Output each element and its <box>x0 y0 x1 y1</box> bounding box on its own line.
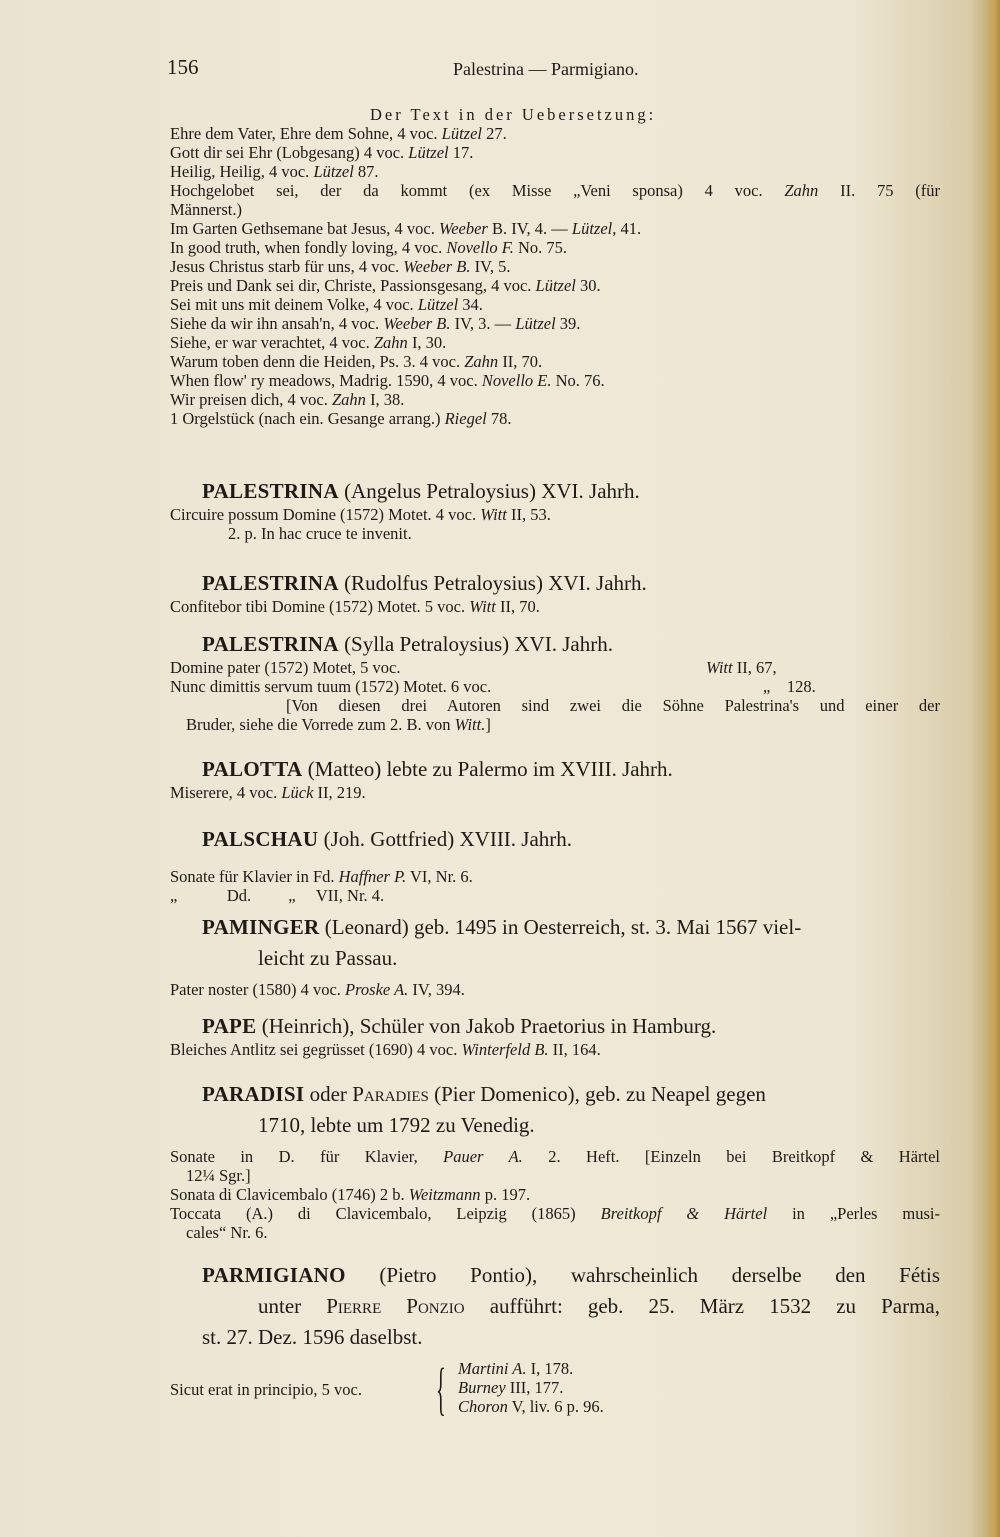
list-item: Martini A. I, 178. <box>458 1359 574 1378</box>
list-item: Sicut erat in principio, 5 voc. <box>170 1380 362 1399</box>
entry-pape <box>170 1013 940 1059</box>
list-item: Sonate in D. für Klavier, Pauer A. 2. Heft. [Einzeln bei Breitkopf & Härtel <box>170 1147 941 1166</box>
entry-parmigiano <box>170 1262 940 1419</box>
list-item: Im Garten Gethsemane bat Jesus, 4 voc. Weeber B. IV, 4. — Lützel, 41. <box>170 219 642 238</box>
running-head: Palestrina — Parmigiano. <box>453 59 639 79</box>
entry-heading-cont: unter Pierre Ponzio aufführt: geb. 25. März 1532 zu Parma, <box>258 1294 941 1318</box>
entry-heading-cont: 1710, lebte um 1792 zu Venedig. <box>258 1113 535 1137</box>
entry-heading: PARADISI oder Paradies (Pier Domenico), geb. zu Neapel gegen <box>202 1082 766 1106</box>
list-item: Sonate für Klavier in Fd. Haffner P. VI, Nr. 6. <box>170 867 473 886</box>
entry-heading: PALESTRINA (Rudolfus Petraloysius) XVI. Jahrh. <box>202 571 647 595</box>
list-item: Siehe da wir ihn ansah'n, 4 voc. Weeber B. IV, 3. — Lützel 39. <box>170 314 581 333</box>
list-item: Nunc dimittis servum tuum (1572) Motet. 6 voc. „ 128. <box>170 677 816 696</box>
entry-heading: PAPE (Heinrich), Schüler von Jakob Praetorius in Hamburg. <box>202 1014 717 1038</box>
brace-symbol: { <box>436 1356 446 1421</box>
list-item: Wir preisen dich, 4 voc. Zahn I, 38. <box>170 390 405 409</box>
reference-list <box>458 1359 604 1416</box>
entry-paminger <box>170 914 940 999</box>
list-item: „ Dd. „ VII, Nr. 4. <box>170 886 385 905</box>
brace-group <box>170 1356 940 1421</box>
list-item: 1 Orgelstück (nach ein. Gesange arrang.) Riegel 78. <box>170 409 512 428</box>
list-item: Ehre dem Vater, Ehre dem Sohne, 4 voc. Lützel 27. <box>170 124 507 143</box>
entry-heading-cont: leicht zu Passau. <box>258 946 398 970</box>
list-item: 2. p. In hac cruce te invenit. <box>228 524 412 543</box>
list-item: Warum toben denn die Heiden, Ps. 3. 4 voc. Zahn II, 70. <box>170 352 543 371</box>
entry-palestrina-angelus <box>170 478 940 543</box>
list-item: Heilig, Heilig, 4 voc. Lützel 87. <box>170 162 379 181</box>
note-line: Bruder, siehe die Vorrede zum 2. B. von Witt.] <box>186 715 491 734</box>
translation-title: Der Text in der Uebersetzung: <box>370 105 657 124</box>
list-item: When flow' ry meadows, Madrig. 1590, 4 voc. Novello E. No. 76. <box>170 371 605 390</box>
list-item: Gott dir sei Ehr (Lobgesang) 4 voc. Lützel 17. <box>170 143 474 162</box>
list-item: Bleiches Antlitz sei gegrüsset (1690) 4 voc. Winterfeld B. II, 164. <box>170 1040 601 1059</box>
entry-heading-cont: st. 27. Dez. 1596 daselbst. <box>202 1325 423 1349</box>
list-item: Männerst.) <box>170 200 242 219</box>
page-number: 156 <box>167 55 199 79</box>
page-content <box>167 0 941 1537</box>
list-item: 12¼ Sgr.] <box>186 1166 251 1185</box>
entry-paradisi <box>170 1081 940 1242</box>
entry-heading: PALOTTA (Matteo) lebte zu Palermo im XVIII. Jahrh. <box>202 757 673 781</box>
entry-heading: PARMIGIANO (Pietro Pontio), wahrscheinlich derselbe den Fétis <box>202 1263 940 1287</box>
entry-palestrina-sylla <box>170 631 940 734</box>
list-item: In good truth, when fondly loving, 4 voc. Novello F. No. 75. <box>170 238 568 257</box>
list-item: Choron V, liv. 6 p. 96. <box>458 1397 604 1416</box>
entry-heading: PALESTRINA (Angelus Petraloysius) XVI. Jahrh. <box>202 479 640 503</box>
list-item: Sonata di Clavicembalo (1746) 2 b. Weitzmann p. 197. <box>170 1185 531 1204</box>
list-item: cales“ Nr. 6. <box>186 1223 268 1242</box>
entry-heading: PALESTRINA (Sylla Petraloysius) XVI. Jahrh. <box>202 632 613 656</box>
entry-heading: PAMINGER (Leonard) geb. 1495 in Oesterreich, st. 3. Mai 1567 viel- <box>202 915 802 939</box>
list-item: Hochgelobet sei, der da kommt (ex Misse „Veni sponsa) 4 voc. Zahn II. 75 (für <box>170 181 940 200</box>
list-item: Preis und Dank sei dir, Christe, Passionsgesang, 4 voc. Lützel 30. <box>170 276 601 295</box>
entry-palschau <box>170 826 940 905</box>
list-item: Circuire possum Domine (1572) Motet. 4 voc. Witt II, 53. <box>170 505 551 524</box>
list-item: Toccata (A.) di Clavicembalo, Leipzig (1865) Breitkopf & Härtel in „Perles musi- <box>170 1204 940 1223</box>
list-item: Siehe, er war verachtet, 4 voc. Zahn I, 30. <box>170 333 447 352</box>
list-item: Miserere, 4 voc. Lück II, 219. <box>170 783 366 802</box>
list-item: Burney III, 177. <box>458 1378 564 1397</box>
page-edge <box>986 0 1000 1537</box>
list-item: Confitebor tibi Domine (1572) Motet. 5 voc. Witt II, 70. <box>170 597 540 616</box>
entry-palotta <box>170 756 940 802</box>
entry-palestrina-rudolfus <box>170 570 940 616</box>
list-item: Sei mit uns mit deinem Volke, 4 voc. Lützel 34. <box>170 295 483 314</box>
list-item: Jesus Christus starb für uns, 4 voc. Weeber B. IV, 5. <box>170 257 511 276</box>
entry-heading: PALSCHAU (Joh. Gottfried) XVIII. Jahrh. <box>202 827 573 851</box>
translation-list <box>170 105 940 428</box>
list-item: Domine pater (1572) Motet, 5 voc. Witt II, 67, <box>170 658 777 677</box>
running-header <box>167 55 940 84</box>
list-item: Pater noster (1580) 4 voc. Proske A. IV, 394. <box>170 980 465 999</box>
note-line: [Von diesen drei Autoren sind zwei die Söhne Palestrina's und einer der <box>286 696 940 715</box>
